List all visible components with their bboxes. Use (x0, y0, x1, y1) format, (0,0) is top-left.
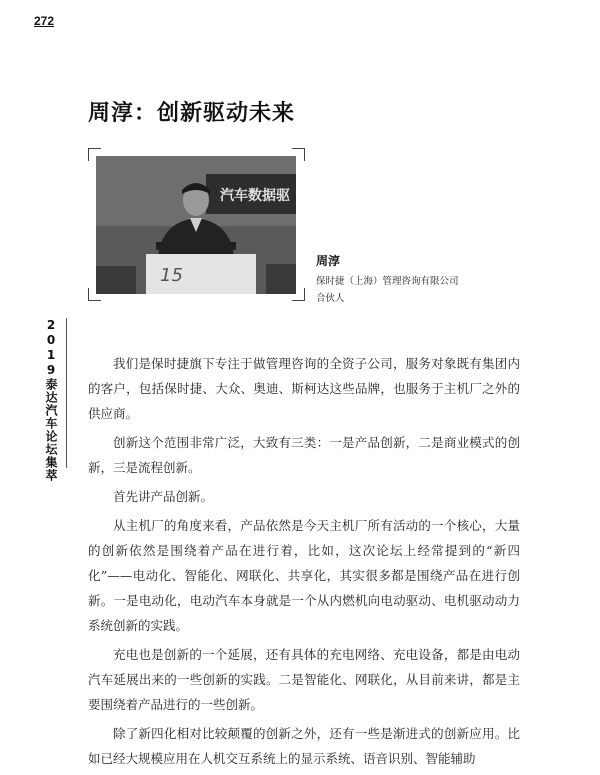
paragraph: 首先讲产品创新。 (113, 489, 214, 504)
paragraph: 创新这个范围非常广泛，大致有三类：一是产品创新，二是商业模式的创新，三是流程创新。 (88, 435, 520, 475)
article-title: 周淳：创新驱动未来 (88, 101, 296, 126)
paragraph: 从主机厂的角度来看，产品依然是今天主机厂所有活动的一个核心，大量的创新依然是围绕着产品在进行着，比如，这次论坛上经常提到的“新四化”——电动化、智能化、网联化、共享化，其实很多都是围绕产品在进行创新。一是电动化，电动汽车本身就是一个从内燃机向电动驱动、电机驱动动力系统创新的实践。 (88, 518, 520, 633)
article-body (88, 351, 520, 775)
paragraph: 除了新四化相对比较颠覆的创新之外，还有一些是渐进式的创新应用。比如已经大规模应用在人机交互系统上的显示系统、语音识别、智能辅助 (88, 726, 520, 766)
speaker-caption (316, 252, 459, 307)
book-side-label: 2019泰达汽车论坛集萃 (44, 318, 58, 482)
speaker-photo (96, 156, 296, 294)
speaker-name: 周淳 (316, 254, 341, 268)
page-number: 272 (34, 14, 55, 28)
side-divider (66, 318, 67, 468)
paragraph: 充电也是创新的一个延展，还有具体的充电网络、充电设备，都是由电动汽车延展出来的一些创新的实践。二是智能化、网联化，从目前来讲，都是主要围绕着产品进行的一些创新。 (88, 647, 520, 712)
speaker-role: 合伙人 (316, 293, 345, 304)
photo-backdrop-text: 汽车数据驱 (220, 188, 290, 204)
speaker-company: 保时捷（上海）管理咨询有限公司 (316, 276, 459, 287)
podium-logo-text: 15 (160, 265, 183, 286)
paragraph: 我们是保时捷旗下专注于做管理咨询的全资子公司，服务对象既有集团内的客户，包括保时捷、大众、奥迪、斯柯达这些品牌，也服务于主机厂之外的供应商。 (88, 356, 520, 421)
